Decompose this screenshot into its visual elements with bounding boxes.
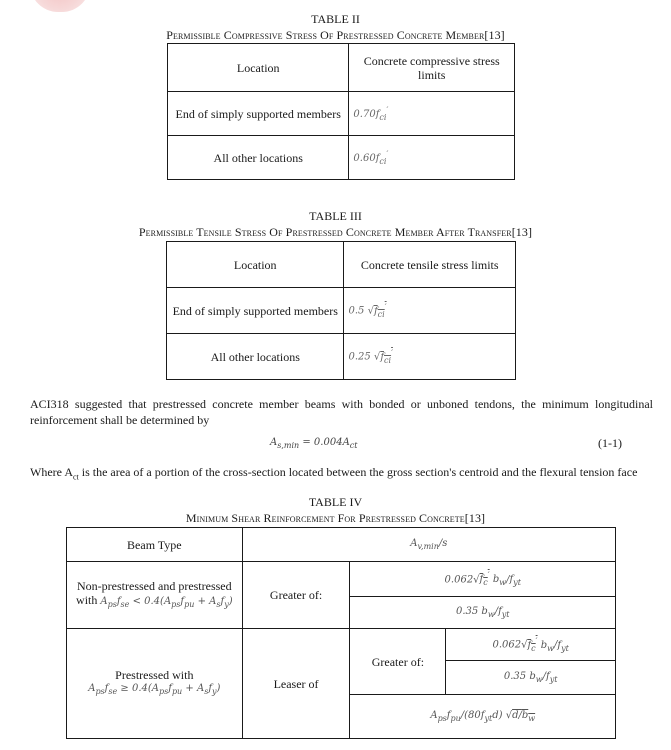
table4-row2-formula2-expr: 0.35 $b_w/f_{yt}$ xyxy=(503,671,558,684)
table4-row2-type xyxy=(67,629,243,739)
table4-number: TABLE IV xyxy=(308,495,363,509)
table2-row1-limit xyxy=(349,92,515,136)
table4-row1-condition: $A_{ps}f_{se} < 0.4(A_{ps}f_{pu} + A_sf_y)$ xyxy=(100,595,233,609)
table3-row1-limit-formula: 0.5 $√f_{ci}'$ xyxy=(348,301,387,319)
table3-number: TABLE III xyxy=(309,209,362,223)
table2-row2-location: All other locations xyxy=(168,136,349,180)
table2-header-limits: Concrete compressive stress limits xyxy=(349,44,515,92)
table2-row2-limit xyxy=(349,136,515,180)
logo-watermark xyxy=(30,0,90,12)
table3-title: Permissible Tensile Stress Of Prestressed Concrete Member After Transfer[13] xyxy=(138,225,533,239)
table4-row2-formula1 xyxy=(446,629,616,661)
table4-row2-formula3-expr: $A_{ps}f_{pu}/(80f_{yt}d)$ $√d/b_w$ xyxy=(430,710,536,723)
table4 xyxy=(66,527,616,739)
table2-row1-location: End of simply supported members xyxy=(168,92,349,136)
table4-row2-type-line1: Prestressed with xyxy=(115,668,194,682)
table4-row1-formula1 xyxy=(350,562,616,597)
table4-row2-formula2 xyxy=(446,661,616,695)
table4-row1-rule: Greater of: xyxy=(242,562,350,629)
table2 xyxy=(167,43,515,180)
table3-row2-location: All other locations xyxy=(167,334,344,380)
table3-row1-limit xyxy=(344,288,516,334)
table2-title: Permissible Compressive Stress Of Prestressed Concrete Member[13] xyxy=(166,28,505,42)
table4-row1-formula2-expr: 0.35 $b_w/f_{yt}$ xyxy=(455,606,510,619)
table4-row1-type-line1: Non-prestressed and prestressed xyxy=(77,578,232,593)
table2-header-location: Location xyxy=(168,44,349,92)
paragraph-where: Where $A_{ct}$ is the area of a portion of the cross-section located between the gross section's centroid and the flexural tension face xyxy=(30,465,638,482)
table2-row1-limit-formula: $0.70f_{ci}'$ xyxy=(353,104,389,122)
table3-row2-limit-formula: 0.25 $√f_{ci}'$ xyxy=(348,347,393,365)
table3-header-location: Location xyxy=(167,242,344,288)
table3-header-limits: Concrete tensile stress limits xyxy=(344,242,516,288)
table4-row1-formula2 xyxy=(350,597,616,629)
table4-row1-with: with xyxy=(76,592,98,607)
table4-header-avmin xyxy=(242,528,615,562)
table4-row2-condition: $A_{ps}f_{se} \ge 0.4(A_{ps}f_{pu} + A_sf_y)$ xyxy=(88,683,221,696)
table3 xyxy=(166,241,516,380)
table2-row2-limit-formula: $0.60f_{ci}'$ xyxy=(353,148,389,166)
paragraph-aci318: ACI318 suggested that prestressed concrete member beams with bonded or unboned tendons, the minimum longitudinal reinforcement shall be determined by xyxy=(30,397,653,427)
table2-number: TABLE II xyxy=(311,12,360,26)
table4-header-beam-type: Beam Type xyxy=(67,528,243,562)
table4-row1-type-line2 xyxy=(71,593,238,612)
table4-row2-formula3 xyxy=(350,695,616,739)
table4-row2-subrule: Greater of: xyxy=(350,629,446,695)
table3-row1-location: End of simply supported members xyxy=(167,288,344,334)
table4-row2-rule: Leaser of xyxy=(242,629,350,739)
table4-row1-type xyxy=(67,562,243,629)
table4-row1-formula1-expr: $0.062√f_c'$ $b_w/f_{yt}$ xyxy=(444,569,521,588)
table4-row2-formula1-expr: $0.062√f_c'$ $b_w/f_{yt}$ xyxy=(492,635,569,653)
table3-row2-limit xyxy=(344,334,516,380)
equation-number: (1-1) xyxy=(598,436,622,450)
equation-as-min: $A_{s,min} = 0.004A_{ct}$ xyxy=(270,437,358,450)
table4-title: Minimum Shear Reinforcement For Prestressed Concrete[13] xyxy=(185,511,486,525)
table4-header-avmin-formula: $A_{v,min}/s$ xyxy=(410,538,448,551)
